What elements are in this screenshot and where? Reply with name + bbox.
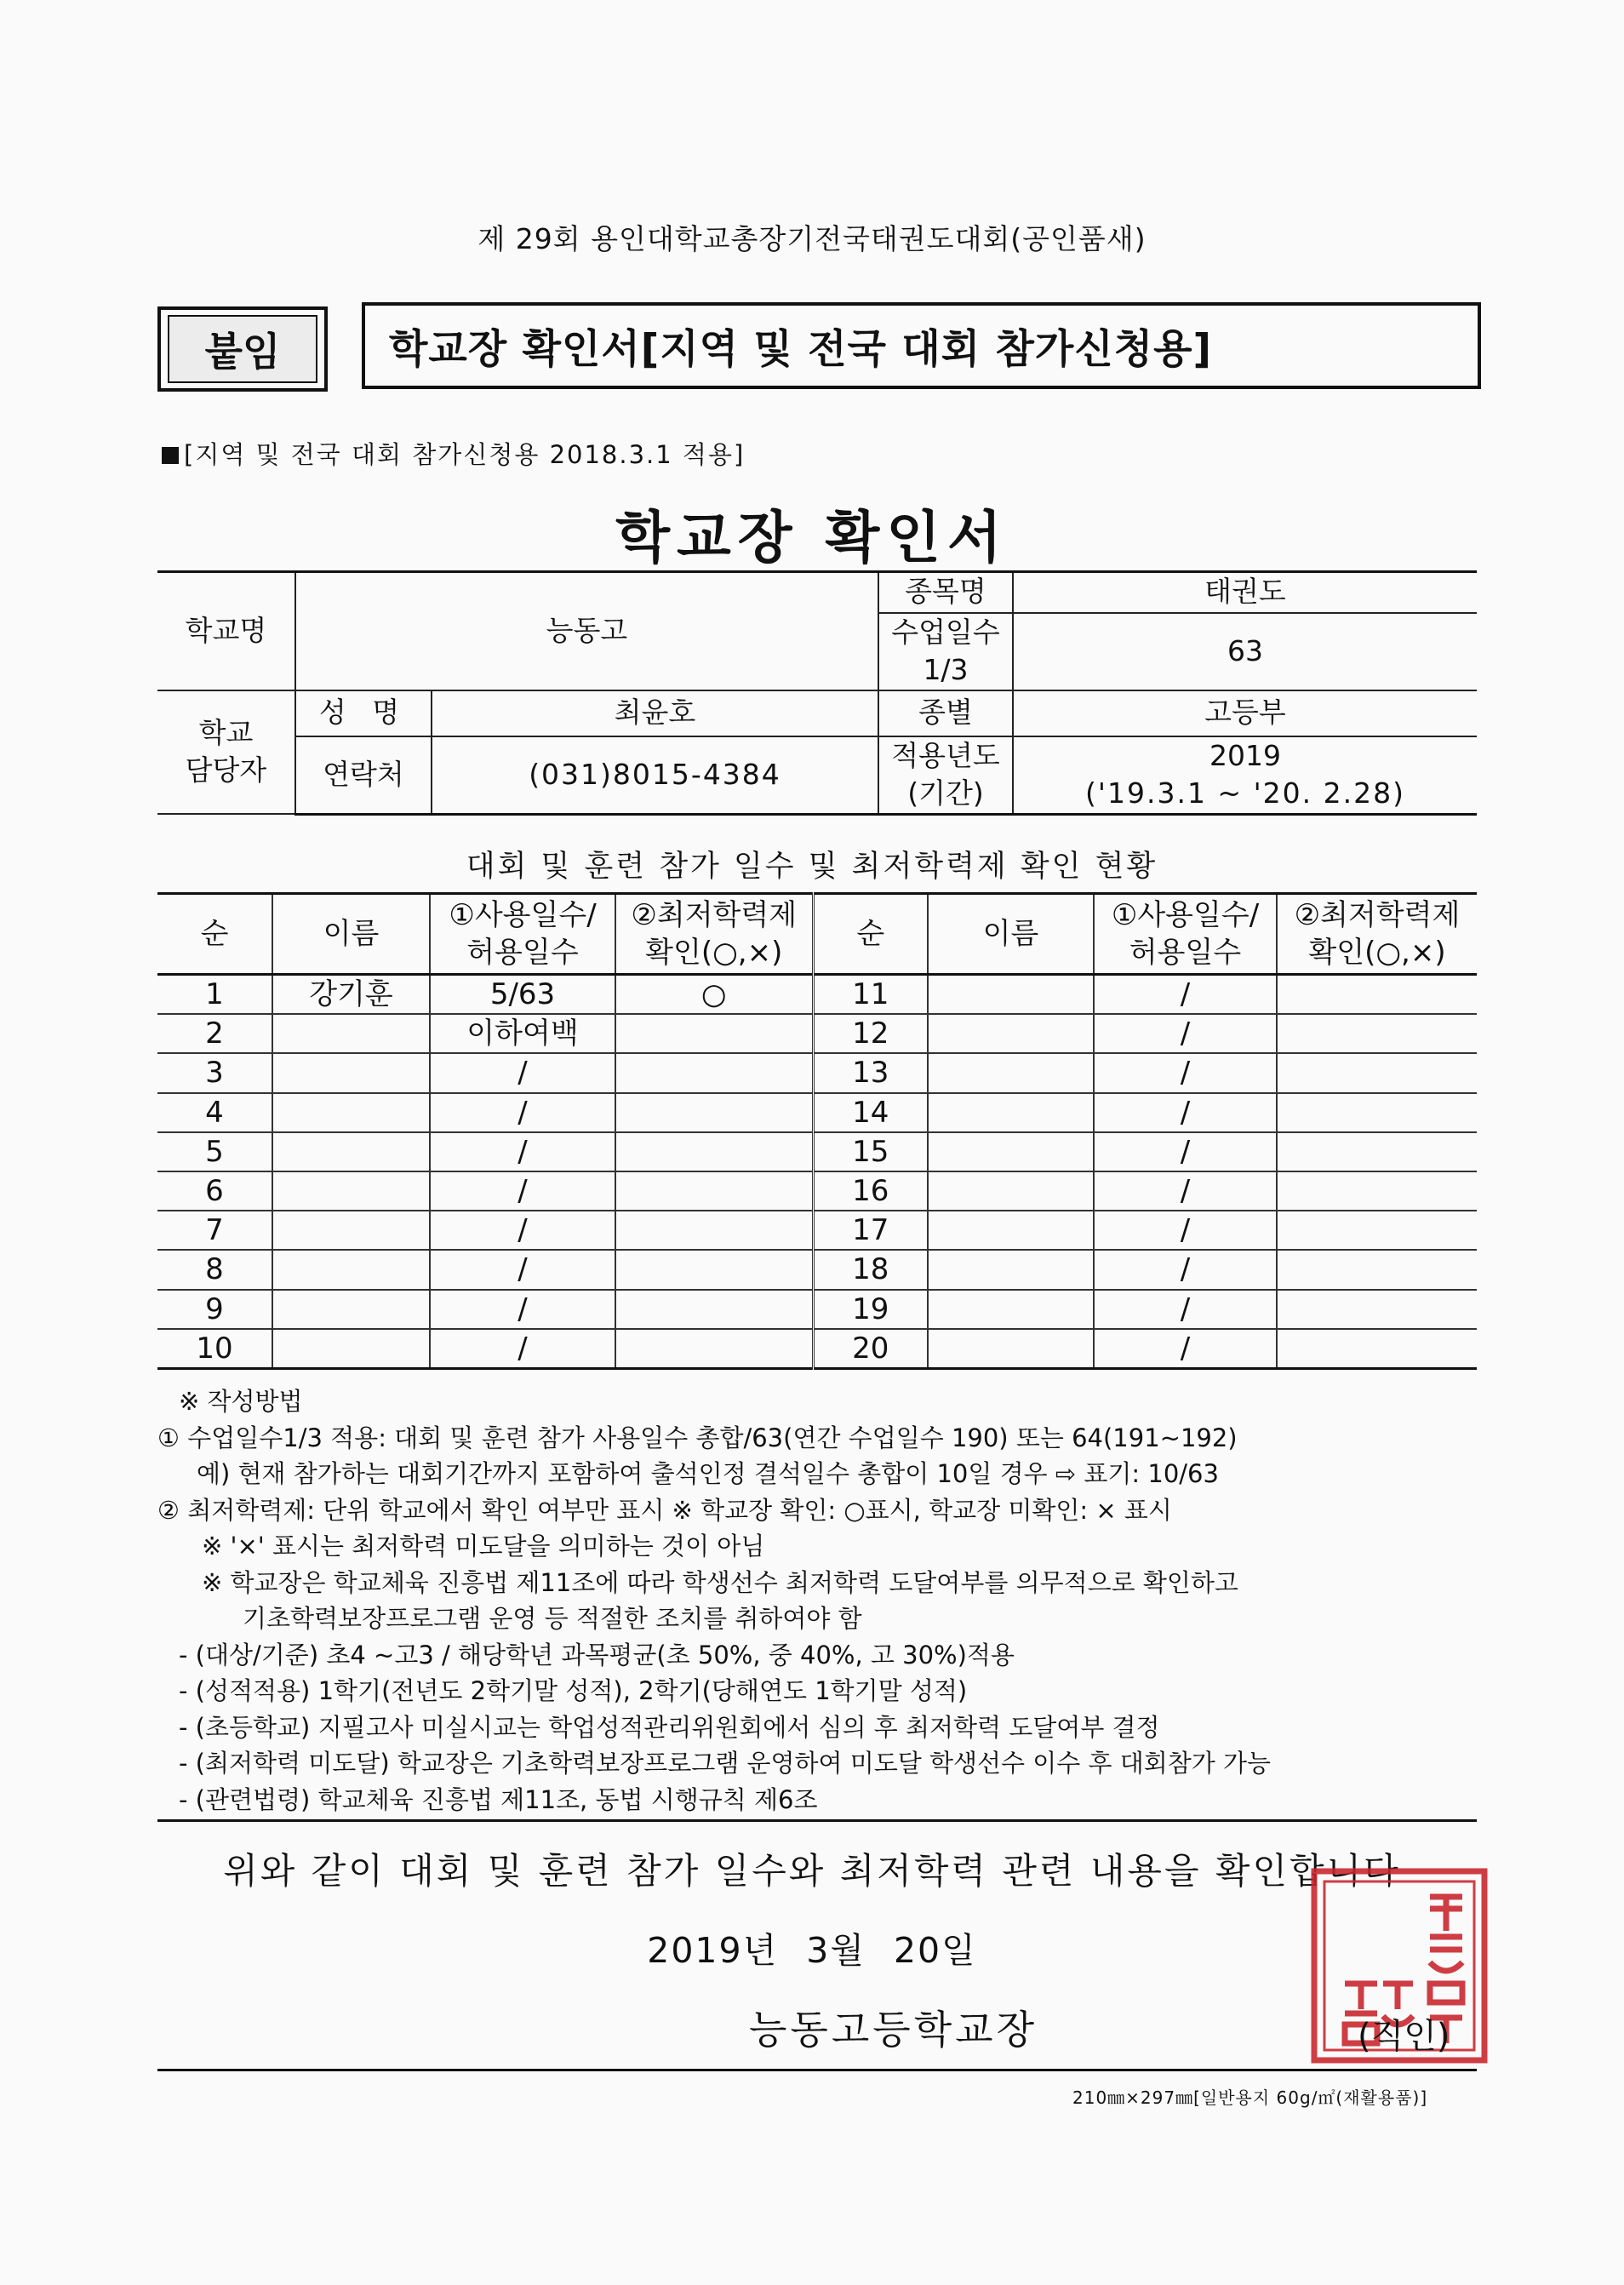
row-name: [272, 1290, 430, 1329]
header-check-2-line2: 확인(○,×): [1308, 936, 1446, 970]
row-name: [272, 1093, 430, 1132]
table-row: [157, 1250, 1477, 1289]
row-check: [615, 1329, 813, 1369]
school-name-label: 학교명: [157, 572, 295, 690]
applicability-note-text: [지역 및 전국 대회 참가신청용 2018.3.1 적용]: [184, 440, 746, 469]
header-check-line2: 확인(○,×): [645, 936, 783, 970]
header-check-line1: ②최저학력제: [631, 897, 798, 932]
sport-label: 종목명: [878, 572, 1013, 613]
row-check-right: [1277, 1093, 1477, 1132]
table-row: [157, 1053, 1477, 1092]
row-check: [615, 1250, 813, 1289]
row-check-right: [1277, 1329, 1477, 1369]
row-check-right: [1277, 1250, 1477, 1289]
instruction-line: - (관련법령) 학교체육 진흥법 제11조, 동법 시행규칙 제6조: [179, 1784, 818, 1814]
row-name: [272, 1329, 430, 1369]
row-days-right: /: [1094, 1014, 1277, 1053]
instruction-line: ② 최저학력제: 단위 학교에서 확인 여부만 표시 ※ 학교장 확인: ○표시, 학교장 미확인: × 표시: [157, 1495, 1172, 1525]
row-check: [615, 1211, 813, 1250]
row-no-right: 19: [813, 1290, 928, 1329]
row-no: 9: [157, 1290, 272, 1329]
school-days-value: 63: [1013, 613, 1477, 690]
school-days-label-line1: 수업일수: [891, 615, 1000, 649]
row-days: /: [430, 1329, 615, 1369]
instruction-line: 기초학력보장프로그램 운영 등 적절한 조치를 취하여야 함: [243, 1604, 862, 1633]
row-days-right: /: [1094, 1211, 1277, 1250]
header-days-line2: 허용일수: [466, 936, 579, 970]
row-no: 7: [157, 1211, 272, 1250]
row-no-right: 18: [813, 1250, 928, 1289]
attachment-label: 붙임: [168, 315, 317, 383]
header-days: [430, 894, 615, 975]
row-name-right: [928, 1014, 1094, 1053]
principal-name: 능동고등학교장: [749, 2007, 1038, 2053]
header-days-2-line1: ①사용일수/: [1111, 897, 1260, 932]
row-name-right: [928, 1053, 1094, 1092]
issue-date: 2019년 3월 20일: [647, 1930, 977, 1971]
row-days: /: [430, 1290, 615, 1329]
row-name: [272, 1171, 430, 1211]
header-check-2-line1: ②최저학력제: [1294, 897, 1461, 932]
row-check: [615, 1053, 813, 1092]
row-name-right: [928, 1211, 1094, 1250]
row-days: /: [430, 1093, 615, 1132]
row-days: 이하여백: [430, 1014, 615, 1053]
row-check-right: [1277, 1211, 1477, 1250]
row-no-right: 11: [813, 975, 928, 1015]
row-check-right: [1277, 1132, 1477, 1171]
participation-status-table: [157, 892, 1477, 1370]
table-row: [157, 1290, 1477, 1329]
manager-label: [157, 690, 295, 815]
manager-label-line2: 담당자: [185, 753, 267, 787]
row-name-right: [928, 1132, 1094, 1171]
row-name: [272, 1053, 430, 1092]
row-check: [615, 1132, 813, 1171]
instruction-line: - (최저학력 미도달) 학교장은 기초학력보장프로그램 운영하여 미도달 학생선수 이수 후 대회참가 가능: [179, 1749, 1272, 1778]
status-table-body: [157, 975, 1477, 1369]
period-value: ('19.3.1 ~ '20. 2.28): [1085, 776, 1405, 810]
row-check: [615, 1014, 813, 1053]
row-days: /: [430, 1211, 615, 1250]
row-days-right: /: [1094, 1132, 1277, 1171]
instruction-line: - (대상/기준) 초4 ~고3 / 해당학년 과목평균(초 50%, 중 40%, 고 30%)적용: [179, 1640, 1015, 1669]
instruction-line: 예) 현재 참가하는 대회기간까지 포함하여 출석인정 결석일수 총합이 10일 경우 ⇨ 표기: 10/63: [197, 1459, 1219, 1488]
row-no-right: 15: [813, 1132, 928, 1171]
year-label: [878, 736, 1013, 815]
header-no-2: 순: [813, 894, 928, 975]
row-check: [615, 1290, 813, 1329]
row-days-right: /: [1094, 1053, 1277, 1092]
section-title: 대회 및 훈련 참가 일수 및 최저학력제 확인 현황: [466, 850, 1158, 884]
row-days-right: /: [1094, 1171, 1277, 1211]
header-days-line1: ①사용일수/: [449, 897, 597, 932]
event-title: 제 29회 용인대학교총장기전국태권도대회(공인품새): [477, 222, 1147, 255]
square-bullet-icon: [162, 447, 179, 464]
instruction-line: ※ 작성방법: [179, 1387, 303, 1416]
year-label-line1: 적용년도: [891, 738, 1000, 772]
header-days-2: [1094, 894, 1277, 975]
table-row: [157, 1093, 1477, 1132]
table-row: [157, 1329, 1477, 1369]
document-heading: 학교장 확인서[지역 및 전국 대회 참가신청용]: [362, 302, 1481, 389]
row-days: /: [430, 1132, 615, 1171]
row-name-right: [928, 1290, 1094, 1329]
row-check-right: [1277, 1053, 1477, 1092]
table-row: [157, 1014, 1477, 1053]
table-row: [157, 975, 1477, 1015]
row-check-right: [1277, 1290, 1477, 1329]
row-check: [615, 1171, 813, 1211]
row-days-right: /: [1094, 1329, 1277, 1369]
row-days: /: [430, 1171, 615, 1211]
school-name-value: 능동고: [295, 572, 878, 690]
name-label: 성 명: [295, 690, 432, 736]
header-no: 순: [157, 894, 272, 975]
name-value: 최윤호: [432, 690, 878, 736]
row-name-right: [928, 1093, 1094, 1132]
row-no: 4: [157, 1093, 272, 1132]
header-name: 이름: [272, 894, 430, 975]
row-name: 강기훈: [272, 975, 430, 1015]
instructions: [157, 1383, 1485, 1818]
seal-mark: (직인): [1358, 2017, 1450, 2056]
footer-divider: [157, 2069, 1477, 2071]
row-no: 3: [157, 1053, 272, 1092]
table-row: [157, 1171, 1477, 1211]
table-row: [157, 1211, 1477, 1250]
year-value-line1: 2019: [1209, 738, 1281, 772]
manager-label-line1: 학교: [198, 715, 254, 749]
category-label: 종별: [878, 690, 1013, 736]
table-row: [157, 1132, 1477, 1171]
row-check-right: [1277, 975, 1477, 1015]
row-name-right: [928, 975, 1094, 1015]
row-no-right: 14: [813, 1093, 928, 1132]
row-no-right: 16: [813, 1171, 928, 1211]
contact-label: 연락처: [295, 736, 432, 815]
row-name-right: [928, 1171, 1094, 1211]
header-check-2: [1277, 894, 1477, 975]
instruction-line: ① 수업일수1/3 적용: 대회 및 훈련 참가 사용일수 총합/63(연간 수업일수 190) 또는 64(191~192): [157, 1423, 1238, 1452]
row-name: [272, 1132, 430, 1171]
row-check: [615, 1093, 813, 1132]
contact-value: (031)8015-4384: [432, 736, 878, 815]
header-days-2-line2: 허용일수: [1129, 936, 1242, 970]
paper-spec-footer: 210㎜×297㎜[일반용지 60g/㎡(재활용품)]: [1072, 2087, 1428, 2108]
main-title: 학교장 확인서: [615, 505, 1009, 570]
header-name-2: 이름: [928, 894, 1094, 975]
row-no: 2: [157, 1014, 272, 1053]
row-check-right: [1277, 1171, 1477, 1211]
year-label-line2: (기간): [907, 776, 984, 810]
row-days: 5/63: [430, 975, 615, 1015]
row-no: 10: [157, 1329, 272, 1369]
row-no: 6: [157, 1171, 272, 1211]
row-name: [272, 1211, 430, 1250]
row-name: [272, 1014, 430, 1053]
row-days-right: /: [1094, 1250, 1277, 1289]
school-days-label-line2: 1/3: [923, 653, 969, 687]
instructions-divider: [157, 1819, 1477, 1822]
row-no-right: 20: [813, 1329, 928, 1369]
instruction-line: - (성적적용) 1학기(전년도 2학기말 성적), 2학기(당해연도 1학기말 성적): [179, 1676, 968, 1705]
year-value: [1013, 736, 1477, 815]
row-name-right: [928, 1329, 1094, 1369]
row-days: /: [430, 1053, 615, 1092]
row-name: [272, 1250, 430, 1289]
row-no: 8: [157, 1250, 272, 1289]
row-name-right: [928, 1250, 1094, 1289]
row-check-right: [1277, 1014, 1477, 1053]
row-check: ○: [615, 975, 813, 1015]
row-no-right: 13: [813, 1053, 928, 1092]
school-days-label: [878, 613, 1013, 690]
school-info-table: [157, 570, 1477, 816]
instruction-line: - (초등학교) 지필고사 미실시교는 학업성적관리위원회에서 심의 후 최저학력 도달여부 결정: [179, 1712, 1160, 1742]
row-no: 1: [157, 975, 272, 1015]
header-check: [615, 894, 813, 975]
instruction-line: ※ '×' 표시는 최저학력 미도달을 의미하는 것이 아님: [202, 1532, 765, 1561]
row-days-right: /: [1094, 975, 1277, 1015]
instruction-line: ※ 학교장은 학교체육 진흥법 제11조에 따라 학생선수 최저학력 도달여부를 의무적으로 확인하고: [202, 1567, 1238, 1597]
applicability-note: [162, 436, 745, 471]
row-days: /: [430, 1250, 615, 1289]
row-days-right: /: [1094, 1290, 1277, 1329]
attachment-label-box: [157, 306, 328, 392]
row-no-right: 17: [813, 1211, 928, 1250]
row-no-right: 12: [813, 1014, 928, 1053]
row-days-right: /: [1094, 1093, 1277, 1132]
confirmation-statement: 위와 같이 대회 및 훈련 참가 일수와 최저학력 관련 내용을 확인합니다: [223, 1850, 1401, 1892]
category-value: 고등부: [1013, 690, 1477, 736]
sport-value: 태권도: [1013, 572, 1477, 613]
row-no: 5: [157, 1132, 272, 1171]
